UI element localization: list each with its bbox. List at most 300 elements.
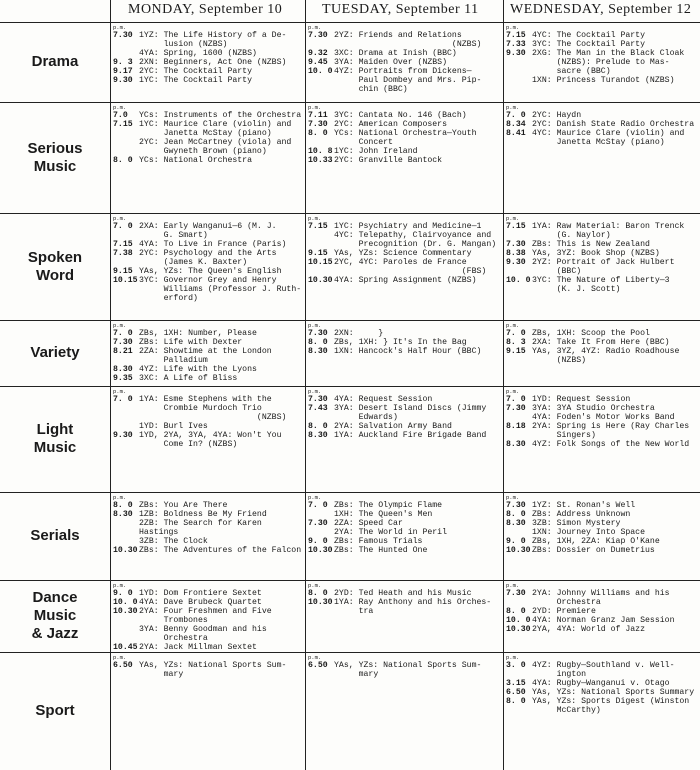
programme-time: 9.30 <box>506 49 526 58</box>
pm-marker: p.m. <box>308 323 322 329</box>
day-cell <box>113 216 303 319</box>
programme-title: 1YC: The Cocktail Party <box>139 76 253 85</box>
category-label: Drama <box>31 53 79 70</box>
programme-time: 7.30 <box>308 519 328 528</box>
programme-time: 8.30 <box>506 519 526 528</box>
programme-time: 8. 0 <box>308 422 328 431</box>
programme-time: 8. 0 <box>308 129 328 138</box>
programme-entry <box>113 625 303 643</box>
programme-entry <box>506 528 698 537</box>
pm-marker: p.m. <box>506 25 520 31</box>
programme-title: 1XN: Princess Turandot (NZBS) <box>532 76 675 85</box>
programme-time: 9.17 <box>113 67 133 76</box>
programme-time: 9. 0 <box>506 537 526 546</box>
programme-entry <box>506 519 698 528</box>
programme-title: 1YC: Psychiatry and Medicine—1 <box>334 222 482 231</box>
programme-time <box>113 138 139 156</box>
programme-time <box>506 528 532 537</box>
day-cell <box>506 105 698 212</box>
programme-title: YAs, YZs: National Sports Summary <box>532 688 695 697</box>
programme-title: YAs, YZs: National Sports Sum- mary <box>139 661 287 679</box>
programme-time: 7.30 <box>506 404 526 413</box>
programme-time: 7.30 <box>113 338 133 347</box>
programme-time: 7.43 <box>308 404 328 413</box>
programme-title: 2YA: Jack Millman Sextet <box>139 643 257 651</box>
programme-time: 10.30 <box>506 546 531 555</box>
programme-entry <box>308 67 501 94</box>
column-divider <box>305 0 306 770</box>
programme-entry <box>506 404 698 413</box>
programme-time <box>506 413 532 422</box>
programme-entry <box>113 661 303 679</box>
programme-time: 9.30 <box>506 258 526 267</box>
programme-title: 2YC: Granville Bantock <box>334 156 443 165</box>
programme-entry <box>113 501 303 510</box>
programme-title: YAs, YZs: The Queen's English <box>139 267 282 276</box>
programme-title: 2YA: Spring is Here (Ray Charles Singers) <box>532 422 690 440</box>
programme-title: YAs, YZs: Science Commentary <box>334 249 472 258</box>
pm-marker: p.m. <box>113 216 127 222</box>
programme-title: ZBs: Life with Dexter <box>139 338 243 347</box>
programme-time: 10.15 <box>308 258 333 267</box>
programme-time: 8. 3 <box>506 338 526 347</box>
programme-entry <box>308 589 501 598</box>
programme-title: 2YA, 4YA: World of Jazz <box>532 625 646 634</box>
programme-title: 1YA: Auckland Fire Brigade Band <box>334 431 487 440</box>
programme-time: 10.30 <box>113 607 138 616</box>
programme-time: 8.21 <box>113 347 133 356</box>
programme-title: 2YC: Danish State Radio Orchestra <box>532 120 695 129</box>
pm-marker: p.m. <box>308 25 322 31</box>
programme-entry <box>506 76 698 85</box>
programme-time: 8. 0 <box>308 589 328 598</box>
programme-time: 10.30 <box>308 546 333 555</box>
programme-title: YAs, 3YZ: Book Shop (NZBS) <box>532 249 660 258</box>
programme-time: 7. 0 <box>113 395 133 404</box>
programme-time: 7.0 <box>113 111 128 120</box>
day-cell <box>113 389 303 491</box>
programme-time: 10.15 <box>113 276 138 285</box>
programme-time: 7. 0 <box>113 222 133 231</box>
programme-entry <box>308 58 501 67</box>
programme-time: 8.30 <box>308 431 328 440</box>
programme-time: 8. 0 <box>308 338 328 347</box>
programme-time <box>113 625 139 643</box>
programme-entry <box>308 120 501 129</box>
programme-entry <box>308 501 501 510</box>
pm-marker: p.m. <box>506 495 520 501</box>
programme-title: 2YC: Jean McCartney (viola) and Gwyneth Brown (piano) <box>139 138 292 156</box>
programme-title: 3YA: Maiden Over (NZBS) <box>334 58 448 67</box>
day-cell <box>308 105 501 212</box>
programme-title: 1YD: Request Session <box>532 395 631 404</box>
programme-title: 2ZA: Speed Car <box>334 519 403 528</box>
programme-entry <box>308 422 501 431</box>
programme-entry <box>113 347 303 365</box>
programme-entry <box>113 120 303 138</box>
programme-title: ZBs: This is New Zealand <box>532 240 650 249</box>
programme-entry <box>113 537 303 546</box>
programme-entry <box>506 338 698 347</box>
programme-time: 8.34 <box>506 120 526 129</box>
programme-title: 3YC: Governor Grey and Henry Williams (Professor J. Ruth- erford) <box>139 276 302 303</box>
programme-title: 3XC: A Life of Bliss <box>139 374 238 383</box>
programme-title: 2ZA: Showtime at the London Palladium <box>139 347 272 365</box>
programme-title: 2YC: Haydn <box>532 111 582 120</box>
programme-title: 4YZ: Rugby—Southland v. Well- ington <box>532 661 675 679</box>
day-cell <box>308 583 501 651</box>
programme-title: 2XN: } <box>334 329 384 338</box>
programme-entry <box>113 67 303 76</box>
programme-title: 3YC: Cantata No. 146 (Bach) <box>334 111 467 120</box>
programme-time: 7.33 <box>506 40 526 49</box>
programme-title: 3ZB: The Clock <box>139 537 208 546</box>
day-cell <box>506 389 698 491</box>
programme-title: 4YZ: Folk Songs of the New World <box>532 440 690 449</box>
programme-title: 1XN: Journey Into Space <box>532 528 646 537</box>
programme-time <box>113 519 139 537</box>
programme-time: 7.30 <box>506 240 526 249</box>
category-label: Serious Music <box>27 139 83 175</box>
programme-time: 8.30 <box>308 347 328 356</box>
programme-entry <box>113 240 303 249</box>
column-divider <box>503 0 504 770</box>
day-cell <box>113 583 303 651</box>
day-cell <box>308 25 501 101</box>
day-cell <box>113 323 303 385</box>
programme-time: 8.38 <box>506 249 526 258</box>
programme-entry <box>113 31 303 49</box>
programme-title: YAs, YZs: National Sports Sum- mary <box>334 661 482 679</box>
programme-title: 2ZB: The Search for Karen Hastings <box>139 519 267 537</box>
programme-time: 3. 0 <box>506 661 526 670</box>
programme-entry <box>308 329 501 338</box>
programme-entry <box>506 546 698 555</box>
programme-entry <box>113 422 303 431</box>
programme-title: ZBs: You Are There <box>139 501 228 510</box>
programme-entry <box>506 329 698 338</box>
programme-title: ZBs: The Hunted One <box>334 546 428 555</box>
programme-entry <box>506 258 698 276</box>
programme-entry <box>308 404 501 422</box>
programme-title: ZBs, 1XH: Number, Please <box>139 329 257 338</box>
programme-time: 9.30 <box>113 76 133 85</box>
header-monday: MONDAY, September 10 <box>128 2 283 17</box>
programme-title: 4YA: Foden's Motor Works Band <box>532 413 675 422</box>
programme-title: 4YC: The Cocktail Party <box>532 31 646 40</box>
programme-time: 10.33 <box>308 156 333 165</box>
pm-marker: p.m. <box>113 583 127 589</box>
programme-title: 2XN: Beginners, Act One (NZBS) <box>139 58 287 67</box>
programme-time: 7.11 <box>308 111 328 120</box>
programme-entry <box>506 688 698 697</box>
programme-title: 4YA: Norman Granz Jam Session <box>532 616 675 625</box>
programme-entry <box>506 661 698 679</box>
programme-title: 1YZ: The Life History of a De- lusion (NZBS) <box>139 31 287 49</box>
programme-time: 10.30 <box>506 625 531 634</box>
programme-title: YAs, YZs: Sports Digest (Winston McCarthy) <box>532 697 690 715</box>
day-cell <box>113 495 303 579</box>
programme-entry <box>113 111 303 120</box>
programme-title: ZBs, 1XH, 2ZA: Kiap O'Kane <box>532 537 660 546</box>
programme-title: 4YA: Rugby—Wanganui v. Otago <box>532 679 670 688</box>
programme-title: 3YC: The Cocktail Party <box>532 40 646 49</box>
programme-entry <box>506 276 698 294</box>
day-cell <box>113 25 303 101</box>
programme-entry <box>506 616 698 625</box>
programme-time: 8. 0 <box>506 607 526 616</box>
programme-title: 1YA: Raw Material: Baron Trenck (G. Naylor) <box>532 222 685 240</box>
programme-time: 8. 0 <box>506 697 526 706</box>
pm-marker: p.m. <box>506 389 520 395</box>
programme-entry <box>113 76 303 85</box>
programme-entry <box>308 537 501 546</box>
programme-time: 7. 0 <box>506 395 526 404</box>
pm-marker: p.m. <box>113 25 127 31</box>
programme-entry <box>113 338 303 347</box>
pm-marker: p.m. <box>308 389 322 395</box>
programme-entry <box>113 276 303 303</box>
programme-entry <box>113 374 303 383</box>
day-cell <box>506 216 698 319</box>
programme-entry <box>113 589 303 598</box>
programme-time: 8. 0 <box>113 501 133 510</box>
category-label: Sport <box>35 702 75 719</box>
programme-time: 7.30 <box>506 589 526 598</box>
programme-title: 2YC: American Composers <box>334 120 448 129</box>
programme-title: YCs: Instruments of the Orchestra <box>139 111 302 120</box>
programme-title: ZBs: Dossier on Dumetrius <box>532 546 655 555</box>
programme-time: 10. 0 <box>308 67 333 76</box>
programme-time <box>308 510 334 519</box>
programme-entry <box>308 111 501 120</box>
day-cell <box>506 583 698 651</box>
programme-title: ZBs: Famous Trials <box>334 537 423 546</box>
programme-entry <box>308 49 501 58</box>
programme-time: 7. 0 <box>506 111 526 120</box>
programme-title: 1YD, 2YA, 3YA, 4YA: Won't You Come In? (NZBS) <box>139 431 282 449</box>
programme-time: 8.18 <box>506 422 526 431</box>
programme-time: 3.15 <box>506 679 526 688</box>
programme-time: 9. 0 <box>308 537 328 546</box>
programme-entry <box>113 156 303 165</box>
programme-entry <box>506 31 698 40</box>
programme-title: 1YZ: St. Ronan's Well <box>532 501 636 510</box>
programme-entry <box>506 537 698 546</box>
programme-title: 1YC: John Ireland <box>334 147 418 156</box>
programme-title: 2YC, 4YC: Paroles de France (FBS) <box>334 258 487 276</box>
programme-entry <box>308 510 501 519</box>
programme-time: 9.15 <box>308 249 328 258</box>
programme-time: 10. 0 <box>506 276 531 285</box>
category-label: Light Music <box>33 421 77 456</box>
programme-entry <box>308 598 501 616</box>
header-wednesday: WEDNESDAY, September 12 <box>510 2 692 17</box>
programme-time: 8.30 <box>506 440 526 449</box>
pm-marker: p.m. <box>506 583 520 589</box>
programme-time: 10. 0 <box>113 598 138 607</box>
programme-title: 1YD: Dom Frontiere Sextet <box>139 589 262 598</box>
programme-entry <box>308 222 501 231</box>
programme-time <box>113 49 139 58</box>
programme-title: 4YA: Spring Assignment (NZBS) <box>334 276 477 285</box>
day-cell <box>506 655 698 769</box>
day-cell <box>308 389 501 491</box>
programme-time: 6.50 <box>308 661 328 670</box>
programme-entry <box>308 546 501 555</box>
programme-title: 2YA: Johnny Williams and his Orchestra <box>532 589 670 607</box>
programme-title: YCs: National Orchestra <box>139 156 253 165</box>
programme-time: 7. 0 <box>506 329 526 338</box>
programme-entry <box>506 625 698 634</box>
programme-title: 2XA: Early Wanganui—6 (M. J. G. Smart) <box>139 222 277 240</box>
programme-title: 1XN: Hancock's Half Hour (BBC) <box>334 347 482 356</box>
programme-time: 8. 0 <box>506 510 526 519</box>
programme-title: 2YD: Ted Heath and his Music <box>334 589 472 598</box>
programme-title: 2YC: Psychology and the Arts (James K. Baxter) <box>139 249 277 267</box>
programme-entry <box>308 31 501 49</box>
programme-time: 10. 0 <box>506 616 531 625</box>
programme-entry <box>308 395 501 404</box>
pm-marker: p.m. <box>113 655 127 661</box>
programme-time: 9.30 <box>113 431 133 440</box>
pm-marker: p.m. <box>113 105 127 111</box>
programme-title: 2YZ: Friends and Relations (NZBS) <box>334 31 482 49</box>
programme-entry <box>113 607 303 625</box>
programme-entry <box>506 347 698 365</box>
programme-time: 7.30 <box>308 329 328 338</box>
programme-time: 10.45 <box>113 643 138 651</box>
programme-title: 2YA: Four Freshmen and Five Trombones <box>139 607 272 625</box>
programme-title: 4YA: Spring, 1600 (NZBS) <box>139 49 257 58</box>
programme-title: 1YA: Ray Anthony and his Orches- tra <box>334 598 492 616</box>
programme-title: YAs, 3YZ, 4YZ: Radio Roadhouse (NZBS) <box>532 347 680 365</box>
programme-time: 8.41 <box>506 129 526 138</box>
programme-time: 9.32 <box>308 49 328 58</box>
programme-entry <box>506 249 698 258</box>
programme-time <box>506 76 532 85</box>
programme-entry <box>113 365 303 374</box>
programme-entry <box>113 58 303 67</box>
programme-entry <box>308 147 501 156</box>
programme-entry <box>113 249 303 267</box>
programme-title: 1YD: Burl Ives <box>139 422 208 431</box>
programme-title: 2YA: Salvation Army Band <box>334 422 452 431</box>
programme-entry <box>506 222 698 240</box>
programme-entry <box>506 510 698 519</box>
programme-title: 4YC: Maurice Clare (violin) and Janetta McStay (piano) <box>532 129 685 147</box>
programme-entry <box>506 589 698 607</box>
programme-entry <box>506 49 698 76</box>
pm-marker: p.m. <box>506 655 520 661</box>
programme-entry <box>506 120 698 129</box>
day-cell <box>506 495 698 579</box>
programme-entry <box>506 395 698 404</box>
day-cell <box>308 323 501 385</box>
pm-marker: p.m. <box>506 323 520 329</box>
pm-marker: p.m. <box>308 216 322 222</box>
programme-time: 8. 0 <box>113 156 133 165</box>
programme-title: 2XG: The Man in the Black Cloak (NZBS): Prelude to Mas- sacre (BBC) <box>532 49 685 76</box>
programme-entry <box>506 697 698 715</box>
category-label: Serials <box>30 527 80 544</box>
programme-time: 10.30 <box>308 598 333 607</box>
programme-time: 9.45 <box>308 58 328 67</box>
programme-time: 9. 3 <box>113 58 133 67</box>
category-label: Variety <box>30 344 80 361</box>
programme-title: 3YA: 3YA Studio Orchestra <box>532 404 655 413</box>
programme-time: 7.30 <box>308 31 328 40</box>
pm-marker: p.m. <box>113 323 127 329</box>
programme-time: 9. 0 <box>113 589 133 598</box>
programme-entry <box>113 510 303 519</box>
header-tuesday: TUESDAY, September 11 <box>322 2 479 17</box>
programme-title: ZBs: The Adventures of the Falcon <box>139 546 302 555</box>
programme-title: 4YZ: Life with the Lyons <box>139 365 257 374</box>
programme-title: 3ZB: Simon Mystery <box>532 519 621 528</box>
programme-entry <box>113 222 303 240</box>
programme-title: 4YA: Dave Brubeck Quartet <box>139 598 262 607</box>
programme-title: 1YA: Esme Stephens with the Crombie Murdoch Trio (NZBS) <box>139 395 287 422</box>
programme-entry <box>506 501 698 510</box>
programme-time: 7.15 <box>113 240 133 249</box>
programme-title: YCs: National Orchestra—Youth Concert <box>334 129 477 147</box>
programme-title: 3YA: Benny Goodman and his Orchestra <box>139 625 267 643</box>
programme-entry <box>506 440 698 449</box>
programme-time <box>113 422 139 431</box>
pm-marker: p.m. <box>308 583 322 589</box>
programme-title: 3YA: Desert Island Discs (Jimmy Edwards) <box>334 404 487 422</box>
programme-entry <box>308 258 501 276</box>
programme-time: 10.30 <box>308 276 333 285</box>
day-cell <box>113 655 303 769</box>
programme-time: 7.30 <box>113 31 133 40</box>
programme-time: 9.15 <box>113 267 133 276</box>
programme-title: ZBs, 1XH: Scoop the Pool <box>532 329 650 338</box>
programme-time: 7.15 <box>113 120 133 129</box>
programme-entry <box>113 431 303 449</box>
programme-title: 2XA: Take It From Here (BBC) <box>532 338 670 347</box>
programme-time: 7.15 <box>308 222 328 231</box>
pm-marker: p.m. <box>506 105 520 111</box>
programme-entry <box>113 49 303 58</box>
programme-entry <box>506 679 698 688</box>
programme-time: 9.35 <box>113 374 133 383</box>
programme-title: 3XC: Drama at Inish (BBC) <box>334 49 457 58</box>
programme-time: 8.30 <box>113 365 133 374</box>
programme-entry <box>506 111 698 120</box>
programme-entry <box>506 422 698 440</box>
programme-entry <box>308 129 501 147</box>
programme-title: 4YA: To Live in France (Paris) <box>139 240 287 249</box>
programme-entry <box>113 643 303 651</box>
pm-marker: p.m. <box>308 105 322 111</box>
day-cell <box>308 216 501 319</box>
pm-marker: p.m. <box>506 216 520 222</box>
programme-entry <box>308 347 501 356</box>
programme-time: 10. 8 <box>308 147 333 156</box>
programme-title: 1ZB: Boldness Be My Friend <box>139 510 267 519</box>
programme-title: ZBs: Address Unknown <box>532 510 631 519</box>
programme-title: 1YC: Maurice Clare (violin) and Janetta McStay (piano) <box>139 120 292 138</box>
programme-entry <box>113 329 303 338</box>
programme-time <box>113 537 139 546</box>
day-cell <box>113 105 303 212</box>
programme-time: 7.30 <box>308 395 328 404</box>
programme-title: 4YA: Request Session <box>334 395 433 404</box>
programme-entry <box>506 240 698 249</box>
programme-title: 2YD: Premiere <box>532 607 596 616</box>
